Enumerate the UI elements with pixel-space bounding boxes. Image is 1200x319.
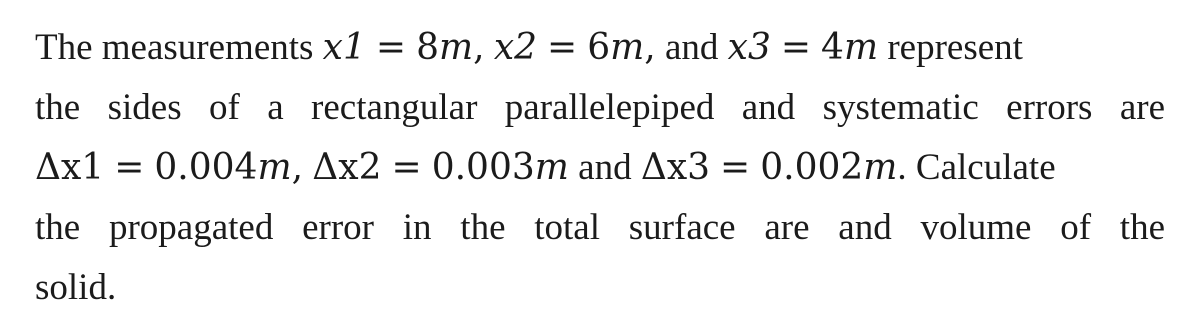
equation-x3: x3 = 4m [727,27,879,68]
problem-line-1 [35,18,1165,78]
problem-line-5: solid. [35,267,117,308]
problem-line-3 [35,138,1165,198]
intro-text: The measurements [35,27,314,68]
problem-line-4: the propagated error in the total surface are and volume of the [35,207,1165,248]
equation-delta-x1: Δx1 = 0.004m, [35,147,304,188]
equation-x2: x2 = 6m, [493,27,656,68]
problem-statement [35,18,1165,318]
and-text: and [578,147,632,188]
equation-x1: x1 = 8m, [322,27,485,68]
and-text: and [664,27,719,68]
calculate-text: . Calculate [897,147,1056,188]
represent-text: represent [887,27,1023,68]
equation-delta-x3: Δx3 = 0.002m [640,147,898,188]
equation-delta-x2: Δx2 = 0.003m [312,147,569,188]
problem-line-2: the sides of a rectangular parallelepiped and systematic errors are [35,87,1165,128]
